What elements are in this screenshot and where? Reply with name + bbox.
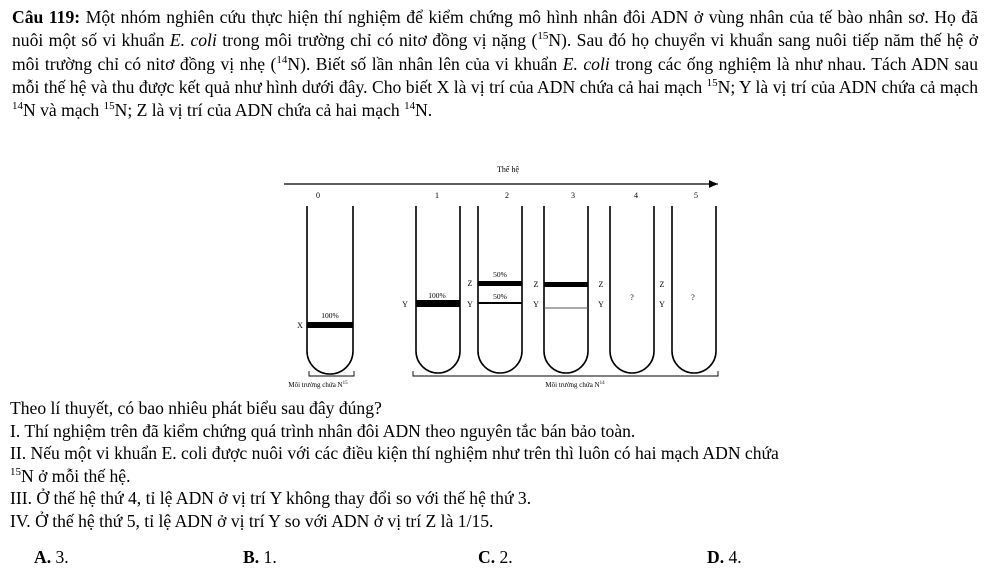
statement-3: III. Ở thế hệ thứ 4, tỉ lệ ADN ở vị trí Y không thay đổi so với thế hệ thứ 3. xyxy=(10,488,532,508)
question-part: N; Z là vị trí của ADN chứa cả hai mạch xyxy=(114,100,405,121)
gen-label-5: 5 xyxy=(694,191,698,200)
band-y-gen-2 xyxy=(478,302,522,304)
band-z-gen-2 xyxy=(478,281,522,286)
gen-label-1: 1 xyxy=(435,191,439,200)
generation-axis-title: Thế hệ xyxy=(497,165,519,174)
option-value: 4. xyxy=(724,547,742,567)
tube-gen-1 xyxy=(416,206,460,373)
statement-2b-text: N ở mỗi thế hệ. xyxy=(21,465,131,486)
label-y-gen-4: Y xyxy=(598,300,604,309)
question-part: N; Y là vị trí của ADN chứa cả mạch xyxy=(717,76,978,97)
question-part: N). Biết số lần nhân lên của vi khuẩn xyxy=(287,53,563,74)
isotope-sup: 14 xyxy=(404,100,416,113)
statement-4: IV. Ở thế hệ thứ 5, tỉ lệ ADN ở vị trí Y so với ADN ở vị trí Z là 1/15. xyxy=(10,510,494,531)
option-letter: A. xyxy=(34,547,52,567)
question-part: N). Sau đó họ chuyển vi khuẩn sang nuôi tiếp năm thế hệ ở môi trường chỉ có nitơ đồng vị nhẹ ( xyxy=(12,30,979,74)
statements xyxy=(10,397,980,532)
tube-gen-0 xyxy=(307,206,353,374)
env-n14-label: Môi trường chứa $N^{14}$ xyxy=(545,381,605,389)
statement-1: I. Thí nghiệm trên đã kiểm chứng quá trình nhân đôi ADN theo nguyên tắc bán bảo toàn. xyxy=(10,420,636,441)
isotope-sup: 15 xyxy=(706,77,718,90)
option-a[interactable] xyxy=(34,547,69,568)
option-value: 3. xyxy=(51,547,69,567)
env-n15-label: Môi trường chứa $N^{15}$ xyxy=(288,381,348,389)
option-letter: D. xyxy=(707,547,725,567)
option-letter: C. xyxy=(478,547,496,567)
pct-y-gen-2: 50% xyxy=(493,292,507,301)
option-d[interactable] xyxy=(707,547,742,568)
pct-gen-1: 100% xyxy=(428,291,446,300)
label-y-gen-1: Y xyxy=(402,300,408,309)
label-z-gen-3: Z xyxy=(533,280,539,289)
label-y-gen-2: Y xyxy=(467,300,473,309)
option-letter: B. xyxy=(243,547,260,567)
label-z-gen-5: Z xyxy=(659,280,665,289)
gen-label-2: 2 xyxy=(505,191,509,200)
question-part: trong môi trường chỉ có nitơ đồng vị nặng ( xyxy=(216,30,538,51)
option-b[interactable] xyxy=(243,547,277,568)
isotope-sup: 15 xyxy=(103,100,115,113)
option-value: 1. xyxy=(259,547,277,567)
band-x-gen-0 xyxy=(307,322,353,328)
isotope-sup: 15 xyxy=(10,465,21,478)
tube-gen-3 xyxy=(544,206,588,373)
gen-label-3: 3 xyxy=(571,191,575,200)
unknown-gen-4: ? xyxy=(630,293,634,302)
figure-svg xyxy=(0,158,987,398)
option-value: 2. xyxy=(495,547,513,567)
label-z-gen-2: Z xyxy=(467,279,473,288)
gen-label-0: 0 xyxy=(316,191,320,200)
label-y-gen-3: Y xyxy=(533,300,539,309)
pct-gen-0: 100% xyxy=(321,311,339,320)
tube-gen-4 xyxy=(610,206,654,373)
statements-intro: Theo lí thuyết, có bao nhiêu phát biểu sau đây đúng? xyxy=(10,398,382,418)
question-part: Một nhóm nghiên cứu thực hiện thí nghiệm để kiểm chứng mô hình nhân đôi ADN ở vùng nhân của tế bào nhân sơ. Họ đã nuôi một số vi khuẩn xyxy=(12,7,978,51)
experiment-figure xyxy=(0,158,987,398)
isotope-sup: 15 xyxy=(537,30,549,43)
question-label: Câu 119: xyxy=(12,7,81,27)
unknown-gen-5: ? xyxy=(691,293,695,302)
isotope-sup: 14 xyxy=(276,53,288,66)
question-part: N. xyxy=(415,100,433,121)
band-y-gen-1 xyxy=(416,300,460,307)
pct-z-gen-2: 50% xyxy=(493,270,507,279)
statement-2a: II. Nếu một vi khuẩn E. coli được nuôi với các điều kiện thí nghiệm như trên thì luôn có hai mạch ADN chứa xyxy=(10,443,779,463)
band-z-gen-3 xyxy=(544,282,588,287)
option-c[interactable] xyxy=(478,547,513,568)
label-y-gen-5: Y xyxy=(659,300,665,309)
isotope-sup: 14 xyxy=(12,100,23,113)
question-part: N và mạch xyxy=(23,100,104,121)
tube-gen-5 xyxy=(672,206,716,373)
label-z-gen-4: Z xyxy=(598,280,604,289)
question-part: trong các ống nghiệm là như nhau. Tách ADN sau mỗi thế hệ và thu được kết quả như hình dưới đây. Cho biết X là vị trí của ADN chứa cả hai mạch xyxy=(12,53,978,97)
species-name: E. coli xyxy=(562,53,610,74)
question-text xyxy=(12,6,978,122)
label-x: X xyxy=(297,321,303,330)
species-name: E. coli xyxy=(169,30,217,51)
gen-label-4: 4 xyxy=(634,191,638,200)
tube-gen-2 xyxy=(478,206,522,373)
statement-2b xyxy=(10,465,980,488)
